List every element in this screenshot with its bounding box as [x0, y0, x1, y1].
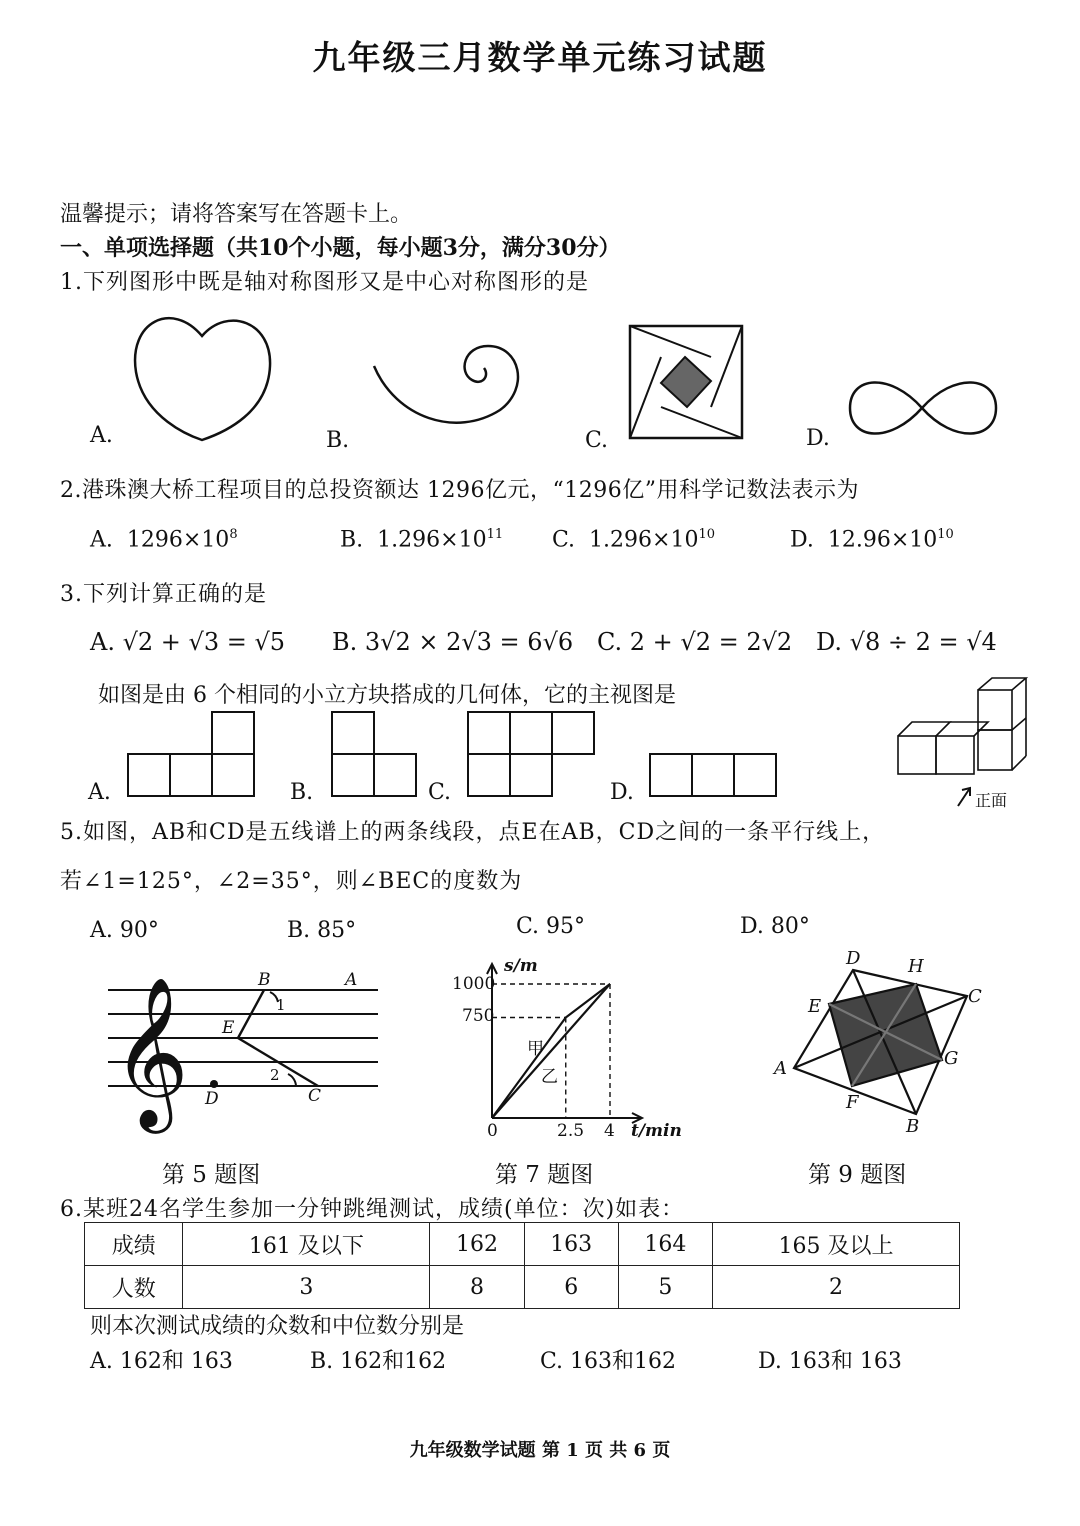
q4-text: 如图是由 6 个相同的小立方块搭成的几何体，它的主视图是 [98, 683, 676, 708]
front-label: 正面 [975, 791, 1008, 810]
table-cell: 3 [183, 1266, 430, 1309]
q5-option-b: B. 85° [287, 918, 357, 943]
fig7-ytick-1000: 1000 [452, 974, 496, 994]
q1-text: 1.下列图形中既是轴对称图形又是中心对称图形的是 [60, 270, 589, 295]
q5-text-line2: 若∠1=125°，∠2=35°，则∠BEC的度数为 [60, 869, 523, 894]
q2-option-c-label: C. [552, 527, 576, 553]
fig9-label-e: E [808, 996, 822, 1017]
q2-option-b-exp: 11 [486, 527, 504, 542]
fig9-label-b: B [906, 1116, 920, 1137]
q4-option-d: D. [610, 780, 634, 805]
q2-option-a-exp: 8 [229, 527, 238, 542]
table-cell: 8 [430, 1266, 524, 1309]
table-row [85, 1223, 960, 1266]
q2-option-c-exp: 10 [698, 527, 716, 542]
q5-option-d: D. 80° [740, 914, 810, 939]
fig9-label-d: D [846, 948, 861, 969]
score-table [84, 1222, 960, 1309]
fig7-xlabel: t/min [631, 1121, 682, 1141]
fig9-shaded-square [829, 984, 942, 1086]
q2-option-b-base: 1.296×10 [377, 527, 487, 553]
q3-option-a: A. √2 + √3 = √5 [90, 628, 286, 656]
q2-option-c-base: 1.296×10 [589, 527, 699, 553]
fig5-label-b: B [258, 970, 271, 990]
q1-option-b: B. [326, 428, 350, 453]
q2-text: 2.港珠澳大桥工程项目的总投资额达 1296亿元，“1296亿”用科学记数法表示为 [60, 478, 859, 503]
q4-option-c: C. [428, 780, 452, 805]
table-cell: 5 [618, 1266, 712, 1309]
fig7-caption: 第 7 题图 [495, 1162, 594, 1188]
q4-option-a: A. [88, 780, 111, 805]
fig7-ytick-750: 750 [462, 1006, 495, 1026]
table-cell: 2 [712, 1266, 959, 1309]
table-cell: 165 及以上 [712, 1223, 959, 1266]
q4-option-b: B. [290, 780, 314, 805]
page-title: 九年级三月数学单元练习试题 [312, 38, 768, 77]
fig7-series-yi: 乙 [541, 1067, 558, 1087]
table-cell: 164 [618, 1223, 712, 1266]
table-cell: 163 [524, 1223, 618, 1266]
page-footer: 九年级数学试题 第 1 页 共 6 页 [409, 1440, 671, 1461]
q6-option-d: D. 163和 163 [758, 1349, 902, 1374]
q2-option-a-label: A. [90, 527, 113, 553]
fig7-ylabel: s/m [504, 956, 538, 976]
q3-option-d: D. √8 ÷ 2 = √4 [816, 628, 997, 656]
fig9-label-g: G [944, 1048, 959, 1069]
q3-text: 3.下列计算正确的是 [60, 582, 267, 607]
q6-text: 6.某班24名学生参加一分钟跳绳测试，成绩(单位：次)如表： [60, 1197, 685, 1222]
table-cell: 成绩 [85, 1223, 183, 1266]
q6-question: 则本次测试成绩的众数和中位数分别是 [90, 1314, 465, 1339]
fig9-label-a: A [774, 1058, 787, 1079]
fig7-xtick-4: 4 [604, 1121, 615, 1141]
q5-option-a: A. 90° [90, 918, 159, 943]
q2-option-a-base: 1296×10 [126, 527, 230, 553]
fig5-label-a: A [345, 970, 358, 990]
q1-option-c: C. [585, 428, 609, 453]
fig9-label-f: F [846, 1092, 859, 1113]
fig5-label-d: D [205, 1089, 219, 1109]
section-heading: 一、单项选择题（共10个小题，每小题3分，满分30分） [60, 235, 621, 261]
fig5-label-2: 2 [270, 1066, 280, 1084]
fig7-series-jia: 甲 [527, 1039, 544, 1059]
fig7-xtick-0: 0 [487, 1121, 498, 1141]
fig7-xtick-2-5: 2.5 [557, 1121, 585, 1141]
table-cell: 6 [524, 1266, 618, 1309]
table-row [85, 1266, 960, 1309]
q5-option-c: C. 95° [516, 914, 586, 939]
fig5-label-1: 1 [276, 996, 286, 1014]
fig9-label-h: H [908, 956, 924, 977]
q3-option-b: B. 3√2 × 2√3 = 6√6 [332, 628, 574, 656]
q6-option-b: B. 162和162 [310, 1349, 447, 1374]
q1-option-a: A. [90, 423, 113, 448]
table-cell: 161 及以下 [183, 1223, 430, 1266]
q3-option-c: C. 2 + √2 = 2√2 [597, 628, 793, 656]
q2-option-d-label: D. [790, 527, 814, 553]
q2-option-d-exp: 10 [937, 527, 954, 542]
fig5-label-c: C [308, 1086, 322, 1106]
treble-clef-icon: 𝄞 [112, 975, 189, 1127]
tip-text: 温馨提示；请将答案写在答题卡上。 [60, 202, 413, 227]
fig9-caption: 第 9 题图 [808, 1162, 907, 1188]
q2-option-d-base: 12.96×10 [827, 527, 938, 553]
q6-option-c: C. 163和162 [540, 1349, 677, 1374]
q2-option-b-label: B. [340, 527, 364, 553]
table-cell: 162 [430, 1223, 524, 1266]
fig5-label-e: E [222, 1018, 235, 1038]
fig5-caption: 第 5 题图 [162, 1162, 261, 1188]
table-cell: 人数 [85, 1266, 183, 1309]
fig9-label-c: C [968, 986, 982, 1007]
q6-option-a: A. 162和 163 [90, 1349, 233, 1374]
q5-text-line1: 5.如图，AB和CD是五线谱上的两条线段，点E在AB，CD之间的一条平行线上， [60, 820, 886, 845]
q1-option-d: D. [806, 426, 830, 451]
